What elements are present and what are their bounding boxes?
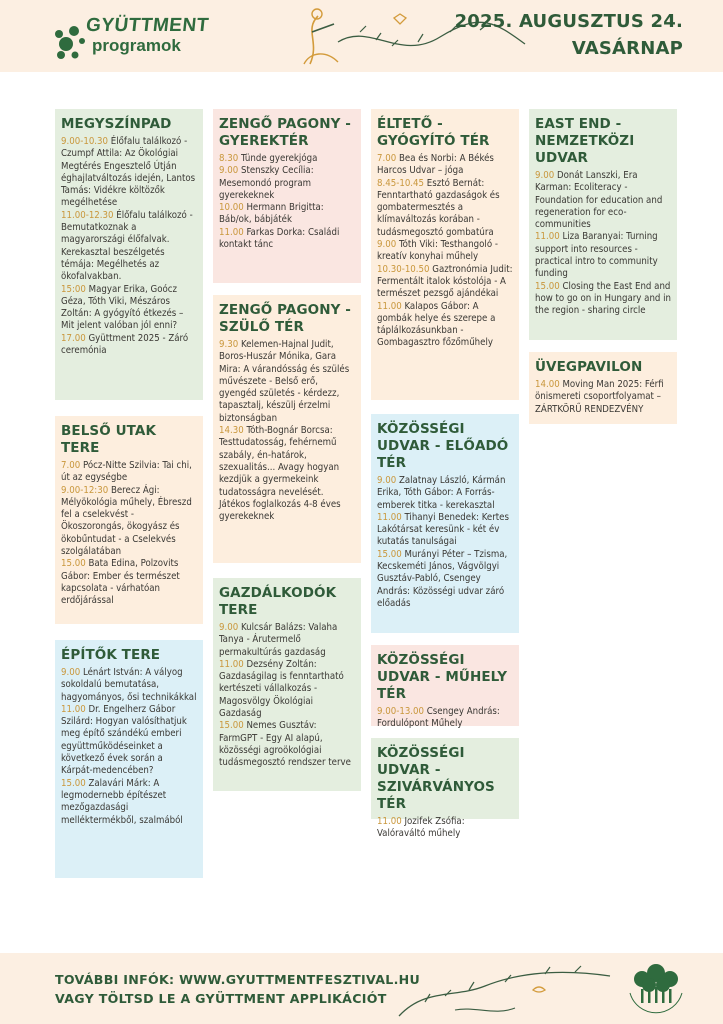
stage-title: KÖZÖSSÉGI UDVAR - MŰHELY TÉR [377, 652, 508, 702]
program-item: 9.00-10.30 Élőfalu találkozó - Czumpf Attila: Az Ökológiai Megtérés Engesztelő Útján éghajlatváltozás idején, Lantos Tamás: Vidékre költözők megélhetése [61, 136, 196, 209]
logo-subtitle: programok [92, 36, 181, 55]
program-item: 7.00 Pócz-Nitte Szilvia: Tai chi, út az egységbe [61, 460, 192, 484]
stage-card-zengo-gyerekter [213, 109, 361, 283]
program-item: 9.00 Stenszky Cecília: Mesemondó program gyerekeknek [219, 165, 314, 201]
program-item: 10.30-10.50 Gaztronómia Judit: Fermentált italok kóstolója - A természet pezsgő ajándékai [377, 263, 513, 300]
stage-card-megyszinpad [55, 109, 203, 400]
program-item: 15.00 Closing the East End and how to go on in Hungary and in the region - sharing circle [535, 280, 672, 317]
stage-card-uvegpavilon [529, 352, 677, 424]
program-item: 11.00 Dr. Engelherz Gábor Szilárd: Hogyan valósíthatjuk meg építő szándékú emberi együttműködéseinket a következő évek során a Kárpát-medencében? [61, 703, 187, 777]
stage-title: KÖZÖSSÉGI UDVAR - ELŐADÓ TÉR [377, 421, 509, 471]
stage-title: BELSŐ UTAK TERE [61, 423, 157, 456]
stage-card-kozossegi-eloado [371, 414, 519, 633]
stage-title: EAST END - NEMZETKÖZI UDVAR [535, 116, 635, 166]
program-item: 9.00-13.00 Csengey András: Fordulópont Műhely [377, 706, 500, 730]
program-item: 9.00 Lénárt István: A vályog sokoldalú bemutatása, hagyományos, ősi technikákkal [61, 667, 197, 703]
program-item: 14.30 Tóth-Bognár Borcsa: Testtudatosság, fehérnemű szabály, én-határok, szexualitás... Avagy hogyan kezdjük a gyermekeink tudatosságra nevelését. Játékos foglalkozás 4-8 éves gyerekeknek [219, 425, 341, 523]
program-item: 9.00 Donát Lanszki, Era Karman: Ecoliteracy - Foundation for education and regeneration for eco-communities [535, 170, 663, 231]
footer-app-text: VAGY TÖLTSD LE A GYÜTTMENT APPLIKÁCIÓT [55, 991, 387, 1006]
mindenegyuttmegy-tree-logo-icon [622, 955, 690, 1021]
program-item: 17.00 Gyüttment 2025 - Záró ceremónia [61, 332, 189, 357]
stage-card-belso-utak [55, 416, 203, 624]
stage-title: ZENGŐ PAGONY - SZÜLŐ TÉR [219, 302, 352, 335]
program-item: 11.00 Tihanyi Benedek: Kertes Lakótársat keresünk - két év kutatás tanulságai [377, 511, 509, 548]
program-item: 15.00 Murányi Péter – Tzisma, Kecskeméti János, Vágvölgyi Gusztáv-Pabló, Csengey András: Közösségi udvar záró előadás [377, 548, 508, 609]
program-item: 9.00 Tóth Viki: Testhangoló - kreatív konyhai műhely [377, 239, 498, 263]
stage-title: ÉLTETŐ - GYÓGYÍTÓ TÉR [377, 116, 490, 149]
program-item: 11.00 Dezsény Zoltán: Gazdaságilag is fenntartható kertészeti vállalkozás - Magosvölgy Ökológiai Gazdaság [219, 658, 344, 720]
program-item: 15.00 Nemes Gusztáv: FarmGPT - Egy AI alapú, közösségi agroökológiai tudásmegosztó rendszer terve [219, 720, 351, 769]
stage-title: ÜVEGPAVILON [535, 359, 643, 375]
program-item: 11.00 Liza Baranyai: Turning support into resources - practical intro to community funding [535, 231, 658, 280]
stage-card-gazdalkodok [213, 578, 361, 791]
program-item: 15.00 Bata Edina, Polzovits Gábor: Ember és természet kapcsolata - várhatóan erdőjárással [61, 558, 180, 607]
program-item: 7.00 Bea és Norbi: A Békés Harcos Udvar – jóga [377, 153, 494, 177]
stage-title: MEGYSZÍNPAD [61, 116, 172, 132]
program-item: 15:00 Magyar Erika, Goócz Géza, Tóth Viki, Mészáros Zoltán: A gyógyító étkezés – Mit jelent valóban jól enni? [61, 283, 184, 332]
program-item: 15.00 Zalavári Márk: A legmodernebb építészet mezőgazdasági melléktermékből, szalmából [61, 777, 183, 826]
stage-title: KÖZÖSSÉGI UDVAR - SZIVÁRVÁNYOS TÉR [377, 745, 495, 812]
program-item: 9.30 Kelemen-Hajnal Judit, Boros-Huszár Mónika, Gara Mira: A várandósság és szülés művészete - Belső erő, gyengéd születés - kérdezz, tapasztalj, készülj érzelmi biztonságban [219, 339, 350, 424]
program-item: 11.00 Farkas Dorka: Családi kontakt tánc [219, 226, 340, 251]
program-item: 14.00 Moving Man 2025: Férfi önismereti csoportfolyamat – ZÁRTKÖRŰ RENDEZVÉNY [535, 379, 664, 415]
program-item: 11.00 Kalapos Gábor: A gombák helye és szerepe a táplálkozásunkban - Gombagasztro főzőműhely [377, 300, 496, 349]
program-item: 9.00 Kulcsár Balázs: Valaha Tanya - Árutermelő permakultúrás gazdaság [219, 622, 338, 658]
event-date: 2025. AUGUSZTUS 24. [454, 11, 683, 32]
logo-brand-text: GYÜTTMENT [84, 15, 210, 36]
stage-card-kozossegi-muhely [371, 645, 519, 730]
program-item: 10.00 Hermann Brigitta: Báb/ok, bábjáték [219, 202, 324, 226]
vine-bird-decoration-icon [395, 958, 615, 1020]
footer-website-link[interactable]: TOVÁBBI INFÓK: WWW.GYUTTMENTFESZTIVAL.HU [55, 972, 421, 987]
stage-card-epitok [55, 640, 203, 878]
stage-title: ÉPÍTŐK TERE [61, 647, 161, 663]
stage-card-east-end [529, 109, 677, 340]
program-item: 11.00 Jozifek Zsófia: Valóraváltó műhely [377, 816, 465, 840]
stage-title: ZENGŐ PAGONY - GYEREKTÉR [219, 116, 352, 149]
event-day: VASÁRNAP [571, 38, 683, 59]
stage-card-zengo-szuloter [213, 295, 361, 563]
gyuttment-logo [52, 12, 222, 64]
stage-title: GAZDÁLKODÓK TERE [219, 585, 337, 618]
program-item: 9.00 Zalatnay László, Kármán Erika, Tóth Gábor: A Forrás-emberek titka - kerekasztal [377, 475, 506, 511]
program-item: 8.30 Tünde gyerekjóga [219, 153, 318, 164]
program-item: 8.45-10.45 Esztó Bernát: Fenntartható gazdaságok és gombatermesztés a klímaváltozás korában - tudásmegosztó gombatúra [377, 177, 500, 238]
program-item: 11.00-12.30 Élőfalu találkozó - Bemutatkoznak a magyarországi élőfalvak. Kerekasztal beszélgetés témája: Megélhetés az ökofalvakban. [61, 209, 193, 283]
stage-card-kozossegi-szivarvanyos [371, 738, 519, 840]
stage-card-elteto-gyogyito [371, 109, 519, 400]
program-item: 9.00-12:30 Berecz Ági: Mélyökológia műhely, Ébreszd fel a cselekvést - Ökoszorongás, ökogyász és ökobűntudat - a Cselekvés szolgálatában [61, 484, 192, 558]
